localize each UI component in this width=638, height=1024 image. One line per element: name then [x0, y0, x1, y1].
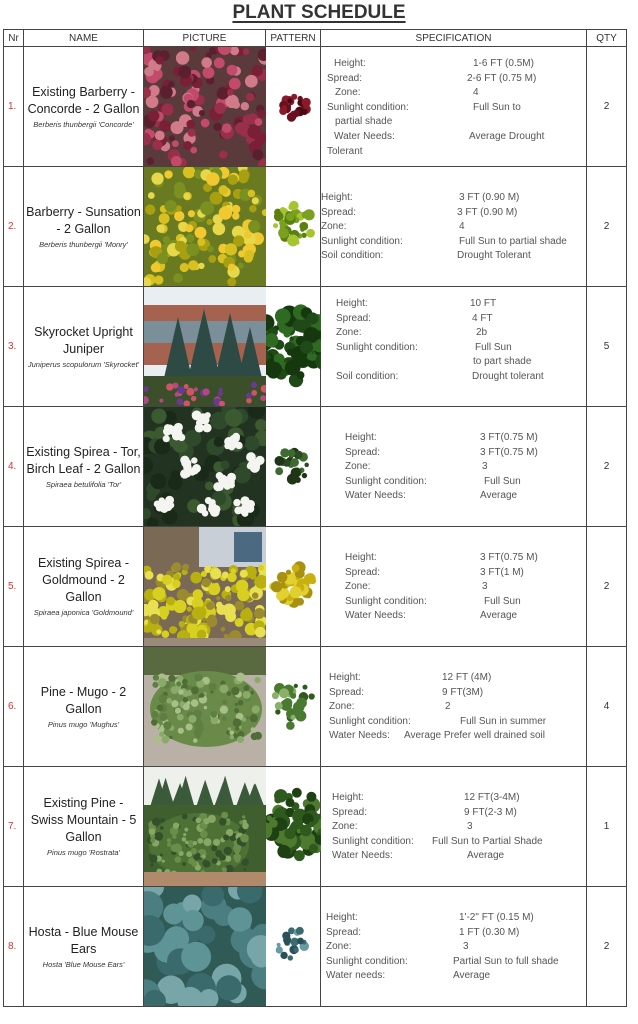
plant-photo [144, 167, 266, 286]
spec-label: Height: [326, 912, 358, 923]
plan-symbol [266, 887, 321, 1006]
spec-label: partial shade [335, 116, 393, 128]
spec-label: Height: [336, 298, 368, 309]
spec-value: 12 FT (4M) [442, 672, 492, 683]
row-number: 5. [4, 527, 24, 647]
plant-picture [144, 887, 266, 1007]
specification-cell [321, 287, 587, 407]
common-name: Existing Pine - Swiss Mountain - 5 Gallon [30, 796, 137, 844]
quantity: 2 [587, 47, 627, 167]
header-nr: Nr [4, 30, 24, 47]
spec-label: Zone: [321, 221, 347, 233]
botanical-name: Hosta 'Blue Mouse Ears' [42, 959, 125, 969]
page-title: PLANT SCHEDULE [232, 2, 406, 23]
row-number: 3. [4, 287, 24, 407]
spec-value: 3 FT(0.75 M) [480, 432, 538, 443]
spec-label: Height: [345, 432, 377, 443]
spec-label: Height: [329, 672, 361, 683]
plant-pattern [266, 287, 321, 407]
specification-cell [321, 47, 587, 167]
plan-symbol [266, 767, 321, 886]
plant-photo [144, 47, 266, 166]
spec-label: Sunlight condition: [326, 955, 408, 967]
plan-symbol [266, 407, 321, 526]
plant-picture [144, 407, 266, 527]
plant-picture [144, 767, 266, 887]
row-number: 6. [4, 647, 24, 767]
plant-photo [144, 287, 266, 406]
spec-value: 4 [459, 221, 465, 233]
plan-symbol [266, 647, 321, 766]
spec-value: 3 FT(0.75 M) [480, 446, 538, 458]
spec-label: Sunlight condition: [321, 235, 403, 247]
plant-photo [144, 647, 266, 766]
quantity: 5 [587, 287, 627, 407]
spec-label: Soil condition: [336, 371, 399, 382]
spec-label: Zone: [332, 821, 358, 833]
row-number: 2. [4, 167, 24, 287]
spec-label: Water Needs: [345, 490, 406, 502]
plant-name-cell [24, 407, 144, 527]
table-row [4, 767, 627, 887]
spec-label: Water Needs: [345, 610, 406, 622]
spec-label: Height: [345, 552, 377, 563]
spec-label: Zone: [326, 941, 352, 953]
spec-value: Full Sun in summer [460, 715, 547, 727]
plant-photo [144, 527, 266, 646]
common-name: Hosta - Blue Mouse Ears [28, 924, 139, 956]
spec-label: Spread: [345, 566, 381, 578]
spec-value: Average Prefer well drained soil [404, 730, 546, 742]
table-row [4, 527, 627, 647]
plant-photo [144, 887, 266, 1006]
spec-label: Water needs: [326, 970, 386, 982]
spec-value: Average Drought [469, 131, 545, 142]
plant-picture [144, 647, 266, 767]
spec-label: Height: [334, 58, 366, 69]
spec-value: 3 FT(1 M) [480, 566, 524, 578]
spec-value: Drought Tolerant [457, 250, 531, 262]
botanical-name: Pinus mugo 'Rostrata' [47, 848, 120, 857]
spec-label: Height: [332, 792, 364, 803]
spec-label: Sunlight condition: [345, 595, 427, 607]
quantity: 4 [587, 647, 627, 767]
row-number: 7. [4, 767, 24, 887]
table-row [4, 407, 627, 527]
plant-name-cell [24, 767, 144, 887]
plant-name-cell [24, 527, 144, 647]
spec-value: Average [480, 610, 518, 622]
spec-value: Partial Sun to full shade [453, 955, 559, 967]
plant-name-cell [24, 47, 144, 167]
plant-pattern [266, 47, 321, 167]
spec-label: Water Needs: [332, 850, 393, 862]
botanical-name: Spiraea betulifolia 'Tor' [45, 479, 122, 489]
plant-pattern [266, 767, 321, 887]
plant-name-cell [24, 287, 144, 407]
spec-value: 10 FT [470, 298, 497, 309]
spec-value: 1'-2" FT (0.15 M) [459, 912, 534, 923]
specification-cell [321, 527, 587, 647]
spec-value: 2b [476, 327, 488, 339]
plant-pattern [266, 647, 321, 767]
specification-cell [321, 887, 587, 1007]
header-specification: SPECIFICATION [321, 30, 587, 47]
spec-value: to part shade [473, 356, 532, 368]
common-name: Existing Barberry - Concorde - 2 Gallon [27, 84, 140, 116]
spec-label: Sunlight condition: [345, 475, 427, 487]
common-name: Existing Spirea - Goldmound - 2 Gallon [37, 556, 129, 604]
header-row [4, 30, 627, 47]
spec-value: Full Sun to Partial Shade [432, 835, 543, 847]
plan-symbol [266, 287, 321, 406]
quantity: 2 [587, 887, 627, 1007]
row-number: 1. [4, 47, 24, 167]
plant-name-cell [24, 647, 144, 767]
spec-label: Spread: [345, 446, 381, 458]
common-name: Barberry - Sunsation - 2 Gallon [26, 204, 141, 236]
quantity: 2 [587, 167, 627, 287]
spec-label: Soil condition: [321, 250, 384, 262]
spec-label: Spread: [326, 926, 362, 938]
quantity: 2 [587, 527, 627, 647]
spec-value: Full Sun [484, 595, 521, 607]
spec-value: 9 FT(2-3 M) [464, 806, 517, 818]
plant-picture [144, 287, 266, 407]
spec-label: Spread: [329, 686, 365, 698]
quantity: 2 [587, 407, 627, 527]
spec-label: Spread: [332, 806, 368, 818]
plant-picture [144, 527, 266, 647]
botanical-name: Spiraea japonica 'Goldmound' [33, 608, 134, 617]
botanical-name: Juniperus scopulorum 'Skyrocket' [27, 359, 140, 369]
spec-value: Average [453, 970, 491, 982]
spec-value: 3 [467, 821, 473, 833]
specification-cell [321, 767, 587, 887]
table-row [4, 287, 627, 407]
botanical-name: Pinus mugo 'Mughus' [47, 719, 120, 729]
plant-pattern [266, 407, 321, 527]
plant-photo [144, 767, 266, 886]
plant-picture [144, 47, 266, 167]
spec-label: Spread: [336, 312, 372, 324]
header-name: NAME [24, 30, 144, 47]
spec-label: Sunlight condition: [329, 715, 411, 727]
plant-name-cell [24, 887, 144, 1007]
plant-picture [144, 167, 266, 287]
common-name: Skyrocket Upright Juniper [34, 324, 133, 356]
spec-value: 9 FT(3M) [442, 686, 484, 698]
plant-pattern [266, 167, 321, 287]
spec-value: 3 [482, 461, 488, 473]
spec-value: Full Sun to partial shade [459, 235, 567, 247]
spec-label: Zone: [345, 581, 371, 593]
header-picture: PICTURE [144, 30, 266, 47]
spec-value: 2-6 FT (0.75 M) [467, 72, 537, 84]
header-qty: QTY [587, 30, 627, 47]
botanical-name: Berberis thunbergii 'Monry' [39, 239, 128, 249]
table-row [4, 167, 627, 287]
plant-pattern [266, 527, 321, 647]
spec-value: 3 [463, 941, 469, 953]
spec-value: 3 [482, 581, 488, 593]
common-name: Pine - Mugo - 2 Gallon [40, 684, 127, 716]
table-row [4, 47, 627, 167]
botanical-name: Berberis thunbergii 'Concorde' [33, 119, 134, 129]
spec-label: Sunlight condition: [336, 341, 418, 353]
spec-value: Average [480, 490, 518, 502]
plant-pattern [266, 887, 321, 1007]
plan-symbol [266, 47, 321, 166]
plant-schedule-table [3, 29, 627, 1007]
specification-cell [321, 167, 587, 287]
spec-label: Spread: [321, 206, 357, 218]
spec-value: Full Sun [475, 341, 512, 353]
spec-value: 3 FT (0.90 M) [459, 192, 520, 203]
plant-photo [144, 407, 266, 526]
spec-label: Water Needs: [329, 730, 390, 742]
table-row [4, 887, 627, 1007]
plan-symbol [266, 167, 321, 286]
specification-cell [321, 407, 587, 527]
spec-label: Tolerant [327, 145, 363, 157]
spec-value: 12 FT(3-4M) [464, 792, 520, 803]
row-number: 4. [4, 407, 24, 527]
row-number: 8. [4, 887, 24, 1007]
spec-value: 3 FT (0.90 M) [457, 206, 518, 218]
spec-value: 4 FT [472, 312, 493, 324]
spec-value: Average [467, 850, 505, 862]
quantity: 1 [587, 767, 627, 887]
spec-value: 1 FT (0.30 M) [459, 926, 520, 938]
spec-label: Height: [321, 192, 353, 203]
spec-value: 3 FT(0.75 M) [480, 552, 538, 563]
spec-label: Spread: [327, 72, 363, 84]
spec-label: Zone: [335, 87, 361, 99]
specification-cell [321, 647, 587, 767]
spec-value: Drought tolerant [472, 371, 544, 382]
plan-symbol [266, 527, 321, 646]
table-row [4, 647, 627, 767]
spec-label: Zone: [345, 461, 371, 473]
header-pattern: PATTERN [266, 30, 321, 47]
spec-value: 1-6 FT (0.5M) [473, 58, 534, 69]
plant-name-cell [24, 167, 144, 287]
spec-value: Full Sun to [473, 101, 521, 113]
spec-value: 2 [445, 701, 451, 713]
spec-label: Zone: [336, 327, 362, 339]
spec-label: Zone: [329, 701, 355, 713]
spec-label: Water Needs: [334, 131, 395, 142]
common-name: Existing Spirea - Tor, Birch Leaf - 2 Gallon [26, 444, 141, 476]
spec-value: Full Sun [484, 475, 521, 487]
spec-label: Sunlight condition: [327, 101, 409, 113]
spec-value: 4 [473, 87, 479, 99]
spec-label: Sunlight condition: [332, 835, 414, 847]
